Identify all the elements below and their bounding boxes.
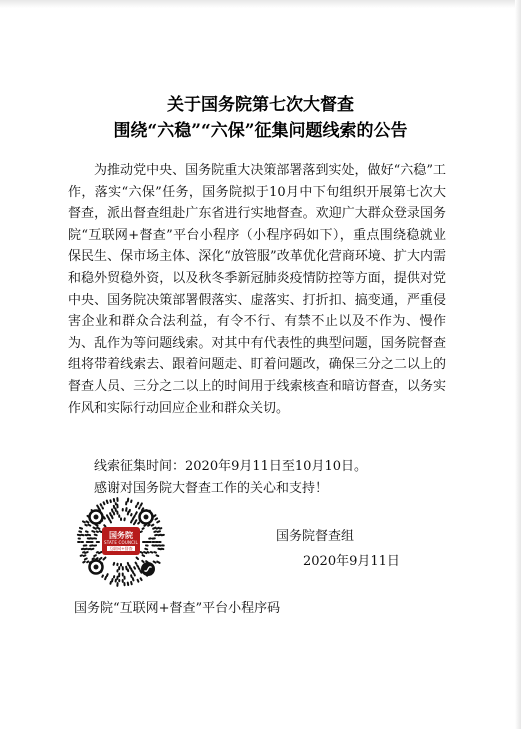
signature-date: 2020年9月11日 bbox=[303, 554, 400, 569]
deadline-text: 线索征集时间：2020年9月11日至10月10日。 bbox=[94, 459, 367, 474]
notice-body: 为推动党中央、国务院重大决策部署落到实处，做好“六稳”工作，落实“六保”任务，国务院拟于10月中下旬组织开展第七次大督查，派出督查组赴广东省进行实地督查。欢迎广大群众登录国务院“互联网+督查”平台小程序（小程序码如下），重点围绕稳就业保民生、保市场主体、深化“放管服”改革优化营商环境、扩大内需和稳外贸稳外资，以及秋冬季新冠肺炎疫情防控等方面，提供对党中央、国务院决策部署假落实、虚落实、打折扣、搞变通，严重侵害企业和群众合法利益，有令不行、有禁不止以及不作为、慢作为、乱作为等问题线索。对其中有代表性的典型问题，国务院督查组将带着线索去、跟着问题走、盯着问题改，确保三分之二以上的督查人员、三分之二以上的时间用于线索核查和暗访督查，以务实作风和实际行动回应企业和群众关切。 bbox=[68, 163, 446, 416]
logo-name: 国务院 bbox=[109, 531, 133, 540]
mini-program-code[interactable] bbox=[76, 497, 166, 587]
signature-org: 国务院督查组 bbox=[276, 529, 355, 544]
notice-subtitle: 围绕“六稳”“六保”征集问题线索的公告 bbox=[113, 121, 408, 141]
scan-edge bbox=[515, 0, 521, 729]
scan-edge bbox=[0, 0, 521, 8]
qr-caption: 国务院“互联网+督查”平台小程序码 bbox=[74, 601, 281, 616]
notice-title: 关于国务院第七次大督查 bbox=[167, 95, 354, 115]
thanks-text: 感谢对国务院大督查工作的关心和支持！ bbox=[94, 481, 329, 496]
logo-subtitle: STATE COUNCIL bbox=[103, 540, 138, 545]
state-council-logo bbox=[102, 527, 140, 555]
logo-tag: 互联网+督查 bbox=[109, 546, 133, 551]
